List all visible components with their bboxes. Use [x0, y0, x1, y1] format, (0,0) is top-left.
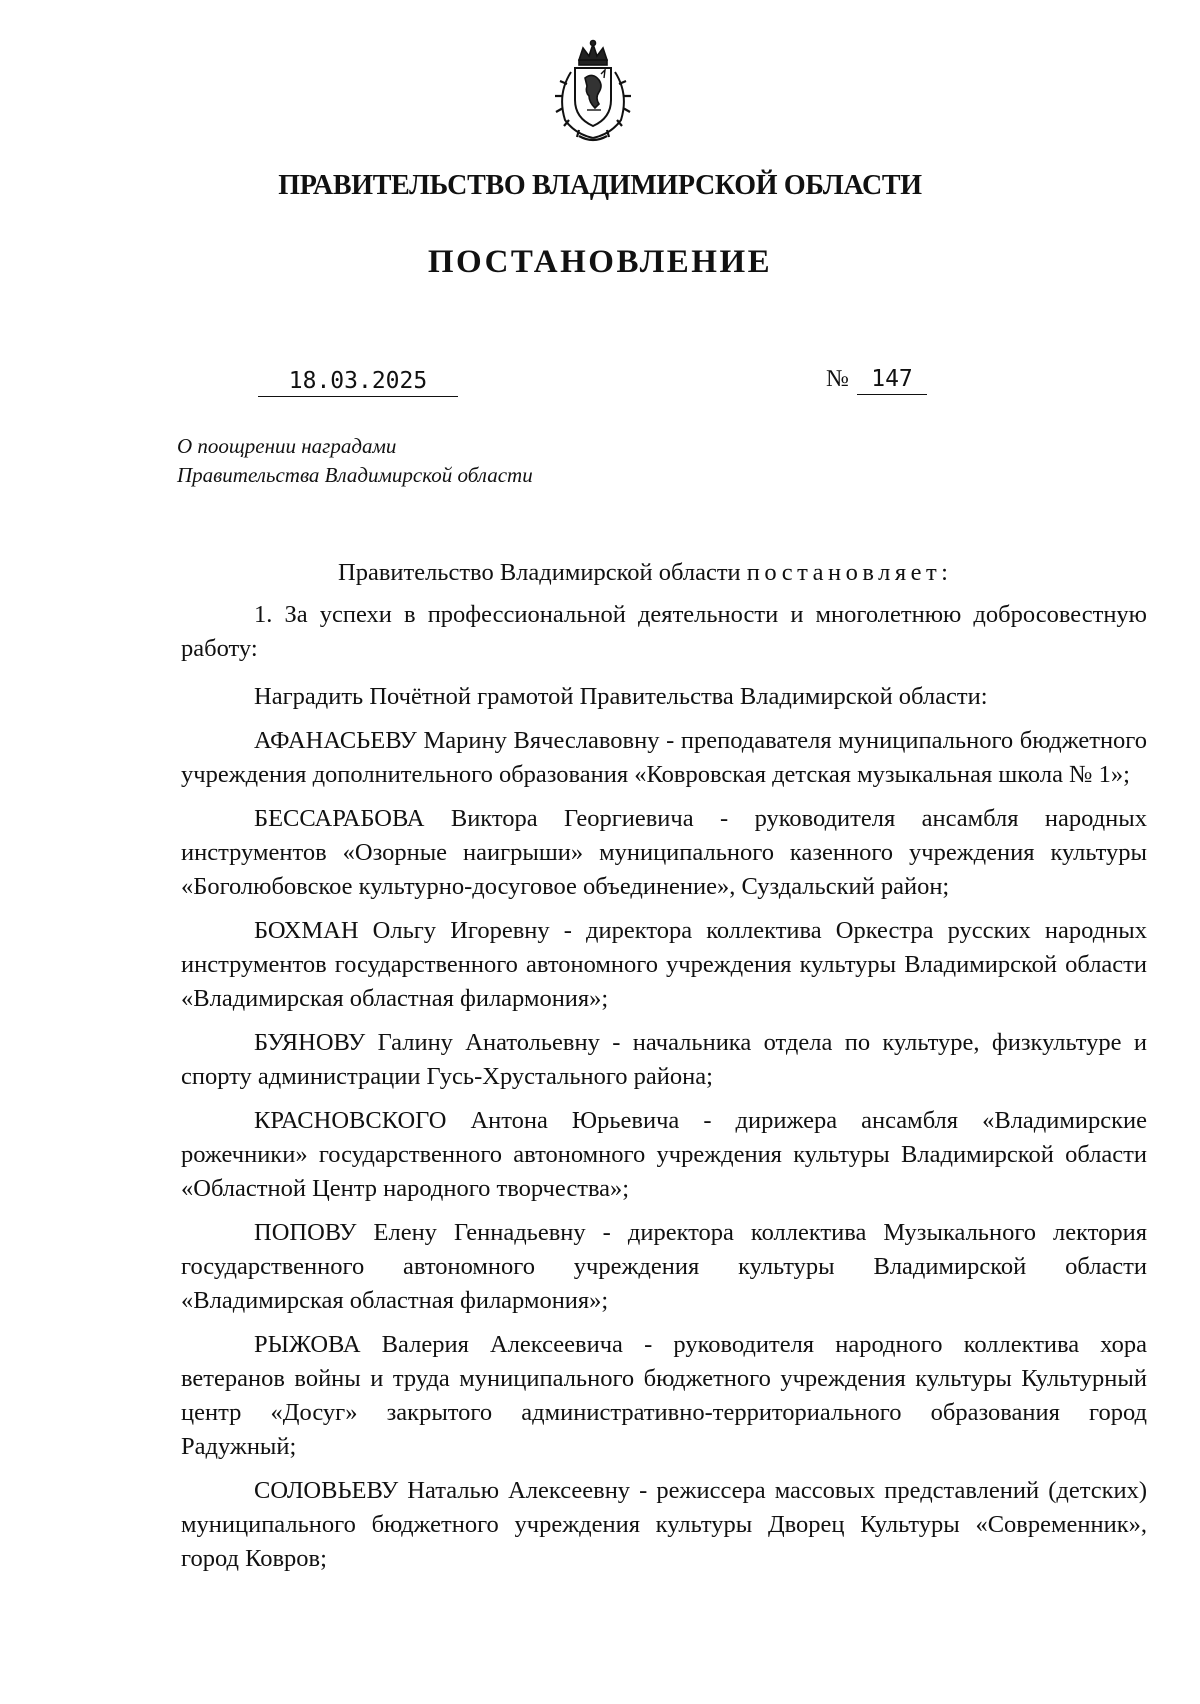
award-person: ПОПОВУ Елену Геннадьевну - директора коллектива Музыкального лектория государственного автономного учреждения культуры Владимирской области «Владимирская областная филармония»;	[181, 1219, 1147, 1314]
award-person: БУЯНОВУ Галину Анатольевну - начальника отдела по культуре, физкультуре и спорту администрации Гусь-Хрустального района;	[181, 1029, 1147, 1090]
award-person: БОХМАН Ольгу Игоревну - директора коллектива Оркестра русских народных инструментов государственного автономного учреждения культуры Владимирской области «Владимирская областная филармония»;	[181, 917, 1147, 1012]
document-body	[181, 556, 1147, 1586]
coat-of-arms-icon	[549, 38, 637, 146]
subject-line: О поощрении наградами	[177, 434, 397, 458]
document-type: ПОСТАНОВЛЕНИЕ	[427, 244, 773, 280]
subject-line: Правительства Владимирской области	[177, 463, 533, 487]
award-person: КРАСНОВСКОГО Антона Юрьевича - дирижера ансамбля «Владимирские рожечники» государственного автономного учреждения культуры Владимирской области «Областной Центр народного творчества»;	[181, 1107, 1147, 1202]
preamble-text: Правительство Владимирской области	[338, 559, 741, 586]
organization-title: ПРАВИТЕЛЬСТВО ВЛАДИМИРСКОЙ ОБЛАСТИ	[278, 170, 922, 201]
preamble-verb: постановляет:	[746, 559, 953, 586]
award-person: РЫЖОВА Валерия Алексеевича - руководителя народного коллектива хора ветеранов войны и труда муниципального бюджетного учреждения культуры Культурный центр «Досуг» закрытого административно-территориального образования город Радужный;	[181, 1331, 1147, 1460]
award-person: БЕССАРАБОВА Виктора Георгиевича - руководителя ансамбля народных инструментов «Озорные наигрыши» муниципального казенного учреждения культуры «Боголюбовское культурно-досуговое объединение», Суздальский район;	[181, 805, 1147, 900]
preamble	[181, 556, 1147, 590]
document-subject	[177, 432, 533, 490]
award-person: СОЛОВЬЕВУ Наталью Алексеевну - режиссера массовых представлений (детских) муниципального бюджетного учреждения культуры Дворец Культуры «Современник», город Ковров;	[181, 1477, 1147, 1572]
clause-1: 1. За успехи в профессиональной деятельности и многолетнюю добросовестную работу:	[181, 601, 1147, 662]
document-number: 147	[857, 366, 927, 395]
award-person: АФАНАСЬЕВУ Марину Вячеславовну - преподавателя муниципального бюджетного учреждения дополнительного образования «Ковровская детская музыкальная школа № 1»;	[181, 727, 1147, 788]
number-label: №	[826, 366, 849, 392]
document-date: 18.03.2025	[258, 368, 458, 397]
award-line: Наградить Почётной грамотой Правительства Владимирской области:	[254, 683, 988, 710]
